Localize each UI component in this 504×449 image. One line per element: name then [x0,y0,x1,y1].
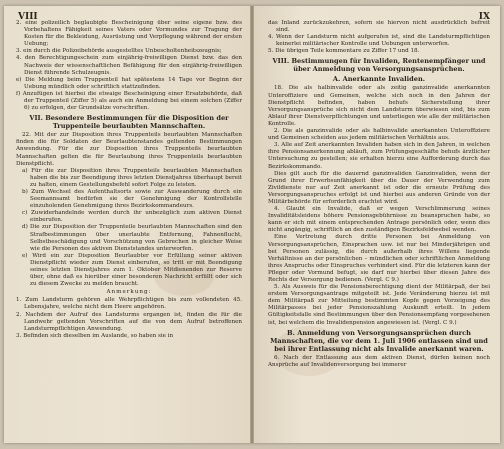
paragraph: 18. Die als halbinvalide oder als zeitig ganzinvalide anerkannten Unteroffiziere und Gemeinen, welche sich noch in den Jahren der Dienstpflicht befinden, haben behufs Sicherstellung ihrer Versorgungsansprüche sich nicht dem Landsturm überwiesen sind, bis zum Ablauf ihrer Dienstverpflichtungen und unterliegen wie alle der militärischen Kontrolle. [268,85,490,127]
subsection-heading: A. Anerkannte Invaliden. [332,75,426,84]
section-heading: VIII. Bestimmungen für Invaliden, Rentenempfänger und über Anmeldung von Versorgungsansprüchen. [272,57,486,74]
list-item: 3. ein durch die Polizeibehörde ausgestelltes Unbescholtenheitszeugnis; [16,48,222,55]
list-item: b) Zum Wechsel des Aufenthaltsorts sowie zur Auswanderung durch ein Seemannsamt bedürfen sie der Genehmigung der Kontrollstelle einzuholenden Genehmigung ihres Bezirkskommandeurs. [22,188,242,210]
remark-item: 1. Zum Landsturm gehören alle Wehrpflichtigen bis zum vollendeten 45. Lebensjahre, welche nicht dem Heere angehören. [16,297,242,311]
paragraph: 3. Alle auf Zeit anerkannten Invaliden haben sich in den Jahren, in welchen ihre Pensionsanerkennung abläuft, zum Prüfungsgeschäfte behufs ärztlicher Untersuchung zu gestellen; sie erhalten hierzu eine Aufforderung durch das Bezirkskommando. [268,142,490,170]
paragraph: 4. Glaubt ein Invalide, daß er wegen Verschlimmerung seines Invaliditätsleidens höhere Pensionsgebührnisse zu beanspruchen habe, so kann er sich mit einem entsprechenden Antrage persönlich oder, wenn dies nicht angängig, schriftlich an den zuständigen Bezirksfeldwebel wenden. [268,206,490,234]
list-item: a) Für die zur Disposition ihres Truppenteils beurlaubten Mannschaften haben die bis zur Beendigung ihres letzten Dienstjahres überhaupt bereit zu halten, einem Gestellungsbefehl sofort Folge zu leisten. [22,167,242,188]
list-item: das Inland zurückzukehren, sofern sie hiervon nicht ausdrücklich befreit sind. [268,20,490,34]
remark-item: 3. Befinden sich dieselben im Auslande, so haben sie in [16,332,174,339]
page-number-left: VIII [18,12,38,22]
list-item: f) Anzufügen ist hierbei die etwaige Bescheinigung einer Ersatzbehörde, daß der Truppenteil (Ziffer 5) als auch ein Anmeldung bei einem solchen (Ziffer 6) zu erfolgen, der Grundsätze vorschriften. [16,90,242,112]
remark-heading: Anmerkung: [106,289,152,296]
paragraph: 22. Mit der zur Disposition ihres Truppenteils beurlaubten Mannschaften finden die für Soldaten der Beurlaubtenstandes geltenden Bestimmungen Anwendung. Für die zur Disposition ihres Truppenteils beurlaubten Mannschaften gelten die für Beurlaubung ihres Truppenteils beurlaubten Dienstpflicht. [16,132,242,167]
page-number-right: IX [478,12,490,22]
list-item: c) Zuwiderhandelnde werden durch ihr unbezüglich zum aktiven Dienst einberufen. [22,210,242,224]
list-item: e) Wird ein zur Disposition Beurlaubter vor Erfüllung seiner aktiven Dienstpflicht wieder zum Dienst einberufen, so tritt er mit Beendigung seines letzten Dienstjahres zum 1. Oktober Mitdienenden zur Reserve über, ohne daß es hierüber einer besonderen Nachricht erfüllt oder sich zu diesem Zwecke zu melden braucht. [22,252,242,288]
paragraph: 2. Die als ganzinvalide oder als halbinvalide anerkannten Unteroffiziere und Gemeinen scheiden aus jedem militärischen Verhältnis aus. [268,128,490,142]
left-page-text [16,20,242,340]
paragraph: 5. Als Ausweis für die Pensionsberechtigung dient der Militärpaß, der bei erstem Versorgungsantrage mitgeteilt ist. Jede Veränderung hierzu ist mit dem Militärpaß zur Mitteilung bestimmten Kopfe gegen Vorzeigung des Militärpasses bei jeder Pensionszahlung Auskunft erteilt. In jedem Gültigkeitsfalle sind Bestimmungen über den Pensionsempfang vorgesehenen ist, bei welchem die Invalidenpension angewiesen ist. (Vergl. C 9.) [268,284,490,326]
paragraph: Dies gilt auch für die dauernd ganzinvaliden Ganzinvaliden, wenn der Grund ihrer Erwerbsunfähigkeit über die Dauer der Verwendung zum Zivildienste nur auf Zeit anerkannt ist oder die erneute Prüfung des Versorgungsanspruches erfolgt ist und hierbei aus anderen Gründe von der Militärbehörde für erforderlich erachtet wird. [268,170,490,205]
subsection-heading: B. Anmeldung von Versorgungsansprüchen durch Mannschaften, die vor dem 1. Juli 1906 entlassen sind und bei ihrer Entlassung nicht als Invalide anerkannt waren. [270,328,488,353]
right-page-text [268,20,490,369]
remark-item: 2. Nachdem der Aufruf des Landsturms ergangen ist, finden die für die Landwehr geltenden Vorschriften auf die von dem Aufruf betroffenen Landsturmpflichtigen Anwendung. [16,311,242,332]
section-heading: VII. Besondere Bestimmungen für die Disposition der Truppenteile beurlaubten Mannschaften. [29,114,229,131]
list-item: d) Die zur Disposition der Truppenteile beurlaubten Mannschaften sind den Strafbestimmungen über unerlaubte Entfernung, Fahnenflucht, Selbstbeschädigung und Vorschützung von Gebrechen in gleicher Weise wie die Personen des aktiven Dienststandes unterworfen. [22,224,242,252]
booklet-spread [4,6,500,443]
list-item: 4. Wenn der Landsturm nicht aufgerufen ist, sind die Landsturmpflichtigen keinerlei militärischer Kontrolle und Uebungen unterworfen. [268,34,490,48]
paragraph: Eine Vertretung durch dritte Personen bei Anmeldung von Versorgungsansprüchen, Einsprachen usw. ist nur bei Minderjährigen und bei Personen zulässig, die durch außerhalb ihres Willens liegende Verhältnisse an der persönlichen – mündlichen oder schriftlichen Anmeldung ihres Anspruchs oder Einspruches verhindert sind. Für die letzteren kann der Pfleger oder Vormund befugt, sie darf nur hierbei über diesen Jahre des Rechts der Versorgung bedienen. (Vergl. C 9.) [268,234,490,283]
right-page [254,6,500,443]
list-item: 2. eine polizeilich beglaubigte Bescheinigung über seine eigene bzw. des Vorbehaltens Fähigkeit seines Vaters oder Vormundes zur Tragung der Kosten für die Bekleidung, Ausrüstung und Verpflegung während der ersten Uebung; [16,20,242,48]
list-item: 5. Die übrigen Teile kommentare zu Ziffer 17 und 18. [268,48,420,55]
list-item: 4. den Berechtigungsschein zum einjährig-freiwilligen Dienst bzw. das den Nachweis der wissenschaftlichen Befähigung für den einjährig-freiwilligen Dienst führende Schulzeugnis. [16,55,242,76]
paragraph: 6. Nach der Entlassung aus dem aktiven Dienst, dürfen keinen noch Ansprüche auf Invalidenversorgung bei immerer [268,354,490,368]
list-item: e) Die Meldung beim Truppenteil hat spätestens 14 Tage vor Beginn der Uebung mündlich oder schriftlich stattzufinden. [16,76,242,90]
left-page [4,6,250,443]
